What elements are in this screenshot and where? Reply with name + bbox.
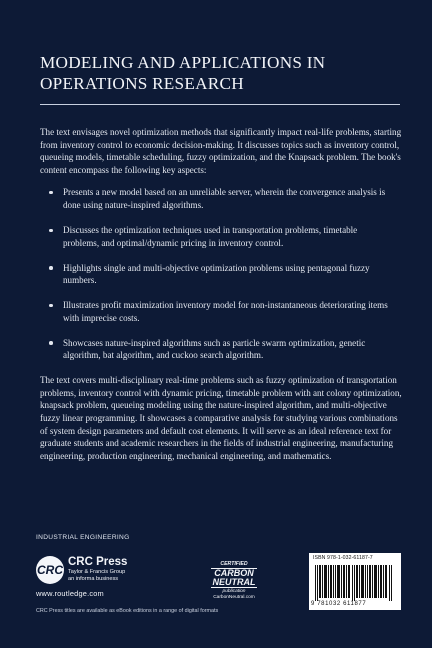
badge-url: CarbonNeutral.com bbox=[213, 595, 255, 600]
bullet-item bbox=[40, 337, 402, 362]
publisher-group: Taylor & Francis Group bbox=[68, 569, 126, 575]
bullet-icon bbox=[49, 341, 53, 345]
isbn-barcode bbox=[309, 553, 401, 610]
bullet-icon bbox=[49, 266, 53, 270]
barcode-icon bbox=[315, 565, 395, 601]
badge-publication: publication bbox=[222, 589, 246, 594]
bullet-icon bbox=[49, 229, 53, 233]
blurb bbox=[40, 126, 402, 472]
title-rule bbox=[40, 104, 400, 105]
badge-main bbox=[211, 568, 257, 588]
publisher-name: CRC Press bbox=[68, 556, 128, 568]
crc-press-logo-icon: CRC bbox=[36, 556, 64, 584]
badge-main-top: CARBON bbox=[214, 568, 254, 578]
carbon-neutral-badge-icon bbox=[207, 561, 261, 605]
bullet-icon bbox=[49, 304, 53, 308]
ebook-note: CRC Press titles are available as eBook editions in a range of digital formats bbox=[36, 608, 219, 614]
publisher-block bbox=[68, 556, 127, 583]
bullet-text: Illustrates profit maximization inventory model for non-instantaneous deteriorating items with imprecise costs. bbox=[63, 300, 388, 323]
bullet-item bbox=[40, 186, 402, 211]
badge-main-bottom: NEUTRAL bbox=[212, 577, 256, 587]
closing-paragraph: The text covers multi-disciplinary real-time problems such as fuzzy optimization of transportation problems, inventory control with dynamic pricing, timetable problem with ant colony optimization, knapsack problem, queueing modeling using the nature-inspired algorithm, and multi-objective fuzzy linear programming. It showcases a comparative analysis for studying various combinations of system design parameters and default cost elements. It will serve as an ideal reference text for graduate students and academic researchers in the fields of industrial engineering, manufacturing engineering, production engineering, mechanical engineering, and mathematics. bbox=[40, 375, 402, 461]
bullet-icon bbox=[49, 191, 53, 195]
bullet-text: Presents a new model based on an unreliable server, wherein the convergence analysis is done using nature-inspired algorithms. bbox=[63, 187, 386, 210]
badge-certified: CERTIFIED bbox=[220, 561, 248, 567]
key-aspects-list bbox=[40, 186, 402, 362]
bullet-text: Highlights single and multi-objective optimization problems using pentagonal fuzzy numbers. bbox=[63, 262, 370, 286]
subject-category: INDUSTRIAL ENGINEERING bbox=[36, 534, 130, 541]
publisher-tagline: an informa business bbox=[68, 576, 119, 582]
book-title: MODELING AND APPLICATIONS IN OPERATIONS RESEARCH bbox=[40, 53, 326, 93]
publisher-url[interactable]: www.routledge.com bbox=[36, 589, 104, 598]
bullet-text: Discusses the optimization techniques used in transportation problems, timetable problems, and optimal/dynamic pricing in inventory control. bbox=[63, 224, 358, 248]
bullet-item bbox=[40, 262, 402, 287]
bullet-text: Showcases nature-inspired algorithms such as particle swarm optimization, genetic algorithm, bat algorithm, and cuckoo search algorithm. bbox=[63, 337, 366, 361]
isbn-number: ISBN 978-1-032-61187-7 bbox=[313, 555, 373, 561]
bullet-item bbox=[40, 299, 402, 324]
intro-paragraph: The text envisages novel optimization methods that significantly impact real-life problems, starting from inventory control to economic decision-making. It discusses topics such as inventory control, queueing models, timetable scheduling, fuzzy optimization, and the Knapsack problem. The book's content encompass the following key aspects: bbox=[40, 127, 402, 175]
barcode-digits: 9 781032 611877 bbox=[311, 601, 367, 607]
bullet-item bbox=[40, 224, 402, 249]
